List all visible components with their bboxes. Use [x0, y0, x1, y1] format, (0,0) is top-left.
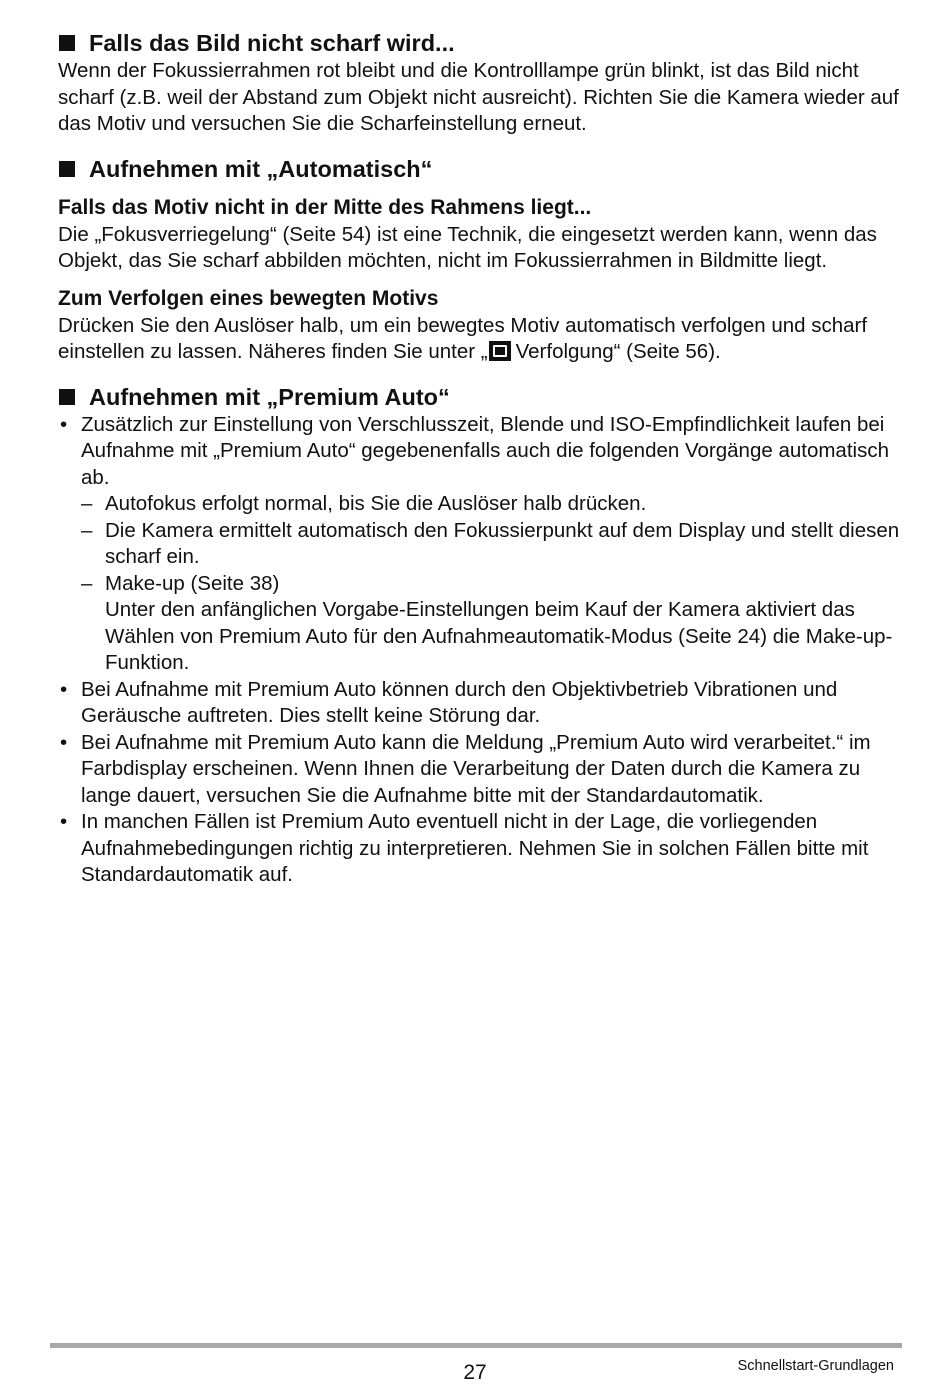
chapter-name: Schnellstart-Grundlagen: [737, 1358, 894, 1374]
page-number: 27: [463, 1361, 487, 1384]
page-content: [58, 28, 903, 889]
dash-item: – Autofokus erfolgt normal, bis Sie die Auslöser halb drücken.: [81, 491, 903, 518]
paragraph: Wenn der Fokussierrahmen rot bleibt und die Kontrolllampe grün blinkt, ist das Bild nicht scharf (z.B. weil der Abstand zum Objekt nicht ausreicht). Richten Sie die Kamera wieder auf das Motiv und versuchen Sie die Scharfeinstellung erneut.: [58, 59, 899, 135]
section-heading: [58, 154, 903, 184]
paragraph-text-after: Verfolgung“ (Seite 56).: [515, 340, 721, 363]
section-heading-text: Aufnehmen mit „Automatisch“: [89, 155, 433, 182]
section-heading-text: Aufnehmen mit „Premium Auto“: [89, 383, 450, 410]
section-heading: [58, 28, 903, 58]
square-bullet-icon: [59, 35, 75, 51]
paragraph: [58, 313, 903, 366]
tracking-frame-icon: [489, 341, 511, 361]
paragraph: Die „Fokusverriegelung“ (Seite 54) ist eine Technik, die eingesetzt werden kann, wenn das Objekt, das Sie scharf abbilden möchten, nicht im Fokussierrahmen in Bildmitte liegt.: [58, 222, 877, 272]
list-item: • Bei Aufnahme mit Premium Auto können durch den Objektivbetrieb Vibrationen und Geräusche auftreten. Dies stellt keine Störung dar.: [58, 677, 903, 730]
section-heading: [58, 382, 903, 412]
dash-item-text: Make-up (Seite 38): [105, 571, 280, 595]
section-heading-text: Falls das Bild nicht scharf wird...: [89, 30, 455, 56]
bullet-list: [58, 412, 903, 889]
dash-item: [81, 571, 903, 677]
dash-list: [81, 491, 903, 677]
list-item: • In manchen Fällen ist Premium Auto eventuell nicht in der Lage, die vorliegenden Aufnahmebedingungen richtig zu interpretieren. Nehmen Sie in solchen Fällen bitte mit Standardautomatik auf.: [58, 809, 903, 889]
square-bullet-icon: [59, 389, 75, 405]
dash-item: – Die Kamera ermittelt automatisch den Fokussierpunkt auf dem Display und stellt diesen scharf ein.: [81, 518, 903, 571]
footer-divider: [50, 1343, 902, 1348]
paragraph-text-before: Drücken Sie den Auslöser halb, um ein bewegtes Motiv automatisch verfolgen und scharf einstellen zu lassen. Näheres finden Sie unter „: [58, 313, 868, 363]
subsection-heading: Falls das Motiv nicht in der Mitte des Rahmens liegt...: [58, 195, 592, 219]
square-bullet-icon: [59, 161, 75, 177]
dash-item-note: Unter den anfänglichen Vorgabe-Einstellungen beim Kauf der Kamera aktiviert das Wählen von Premium Auto für den Aufnahmeautomatik-Modus (Seite 24) die Make-up-Funktion.: [105, 598, 893, 674]
list-item-text: Zusätzlich zur Einstellung von Verschlusszeit, Blende und ISO-Empfindlichkeit laufen bei Aufnahme mit „Premium Auto“ gegebenenfalls auch die folgenden Vorgänge automatisch ab.: [81, 412, 889, 489]
list-item: [58, 412, 903, 677]
list-item: • Bei Aufnahme mit Premium Auto kann die Meldung „Premium Auto wird verarbeitet.“ im Farbdisplay erscheinen. Wenn Ihnen die Verarbeitung der Daten durch die Kamera zu lange dauert, versuchen Sie die Aufnahme bitte mit der Standardautomatik.: [58, 730, 903, 810]
subsection-heading: Zum Verfolgen eines bewegten Motivs: [58, 286, 439, 310]
